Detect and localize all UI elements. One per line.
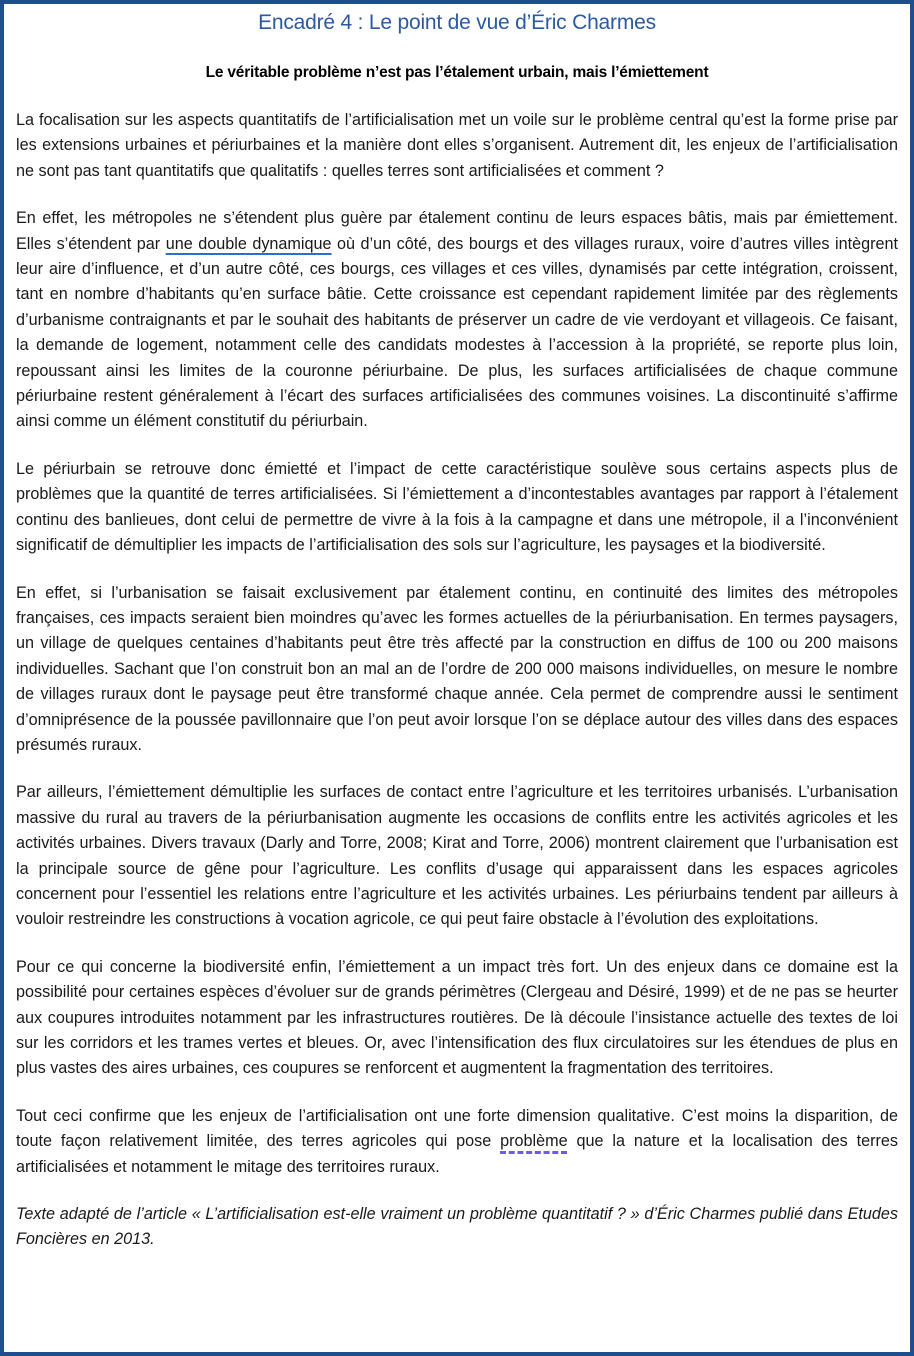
box-subtitle: Le véritable problème n’est pas l’étalement urbain, mais l’émiettement [205,64,709,81]
paragraph-1: La focalisation sur les aspects quantitatifs de l’artificialisation met un voile sur le problème central qu’est la forme prise par les extensions urbaines et périurbaines et la manière dont elles s’organisent. Autrement dit, les enjeux de l’artificialisation ne sont pas tant quantitatifs que qualitatifs : quelles terres sont artificialisées et comment ? [16,111,898,180]
box-body [16,108,898,1275]
paragraph-5: Par ailleurs, l’émiettement démultiplie les surfaces de contact entre l’agriculture et les territoires urbanisés. L’urbanisation massive du rural au travers de la périurbanisation augmente les occasions de conflits entre les activités agricoles et les activités urbaines. Divers travaux (Darly and Torre, 2008; Kirat and Torre, 2006) montrent clairement que l’urbanisation est la principale source de gêne pour l’agriculture. Les conflits d’usage qui apparaissent dans les espaces agricoles concernent pour l’essentiel les relations entre l’agriculture et les activités urbaines. Les périurbains tendent par ailleurs à vouloir restreindre les constructions à vocation agricole, ce qui peut faire obstacle à l’évolution des exploitations. [16,783,898,929]
style-suggestion-underline[interactable]: problème [500,1132,568,1151]
box-title: Encadré 4 : Le point de vue d’Éric Charmes [258,11,656,34]
source-citation: Texte adapté de l’article « L’artificialisation est-elle vraiment un problème quantitatif ? » d’Éric Charmes publié dans Etudes Foncières en 2013. [16,1205,898,1249]
paragraph-6: Pour ce qui concerne la biodiversité enfin, l’émiettement a un impact très fort. Un des enjeux dans ce domaine est la possibilité pour certaines espèces d’évoluer sur de grands périmètres (Clergeau and Désiré, 1999) et de ne pas se heurter aux coupures introduites notamment par les infrastructures routières. De là découle l’insistance actuelle des textes de loi sur les corridors et les trames vertes et bleues. Or, avec l’intensification des flux circulatoires sur les étendues de plus en plus vastes des aires urbaines, ces coupures se renforcent et augmentent la fragmentation des territoires. [16,957,898,1078]
paragraph-7 [16,1104,898,1180]
paragraph-4: En effet, si l’urbanisation se faisait exclusivement par étalement continu, en continuité des limites des métropoles françaises, ces impacts seraient bien moindres qu’avec les formes actuelles de la périurbanisation. En termes paysagers, un village de quelques centaines d’habitants peut être très affecté par la construction en diffus de 100 ou 200 maisons individuelles. Sachant que l’on construit bon an mal an de l’ordre de 200 000 maisons individuelles, on mesure le nombre de villages ruraux dont le paysage peut être transformé chaque année. Cela permet de comprendre aussi le sentiment d’omniprésence de la poussée pavillonnaire que l’on peut avoir lorsque l’on se déplace autour des villes dans des espaces présumés ruraux. [16,583,898,754]
grammar-suggestion-underline[interactable]: une double dynamique [165,234,332,253]
paragraph-2-before: En effet, les métropoles ne s’étendent plus guère par étalement continu de leurs espaces bâtis, mais par émiettement. Elles s’étendent par [16,209,898,253]
paragraph-2 [16,206,898,435]
paragraph-7-after: que la nature et la localisation des terres artificialisées et notamment le mitage des territoires ruraux. [16,1132,898,1176]
paragraph-3: Le périurbain se retrouve donc émietté et l’impact de cette caractéristique soulève sous certains aspects plus de problèmes que la quantité de terres artificialisées. Si l’émiettement a d’incontestables avantages par rapport à l’étalement continu des banlieues, dont celui de permettre de vivre à la fois à la campagne et dans une métropole, il a l’inconvénient significatif de démultiplier les impacts de l’artificialisation des sols sur l’agriculture, les paysages et la biodiversité. [16,459,898,555]
paragraph-2-after: où d’un côté, des bourgs et des villages ruraux, voire d’autres villes intègrent leur aire d’influence, et d’un autre côté, ces bourgs, ces villages et ces villes, dynamisés par cette intégration, croissent, tant en nombre d’habitants qu’en surface bâtie. Cette croissance est cependant rapidement limitée par des règlements d’urbanisme contraignants et par le souhait des habitants de préserver un cadre de vie verdoyant et villageois. Ce faisant, la demande de logement, notamment celle des candidats modestes à l’accession à la propriété, se reporte plus loin, repoussant ainsi les limites de la couronne périurbaine. De plus, les surfaces artificialisées de chaque commune périurbaine restent généralement à l’écart des surfaces artificialisées des communes voisines. La discontinuité s’affirme ainsi comme un élément constitutif du périurbain. [16,234,898,431]
paragraph-7-before: Tout ceci confirme que les enjeux de l’artificialisation ont une forte dimension qualitative. C’est moins la disparition, de toute façon relativement limitée, des terres agricoles qui pose [16,1106,898,1151]
